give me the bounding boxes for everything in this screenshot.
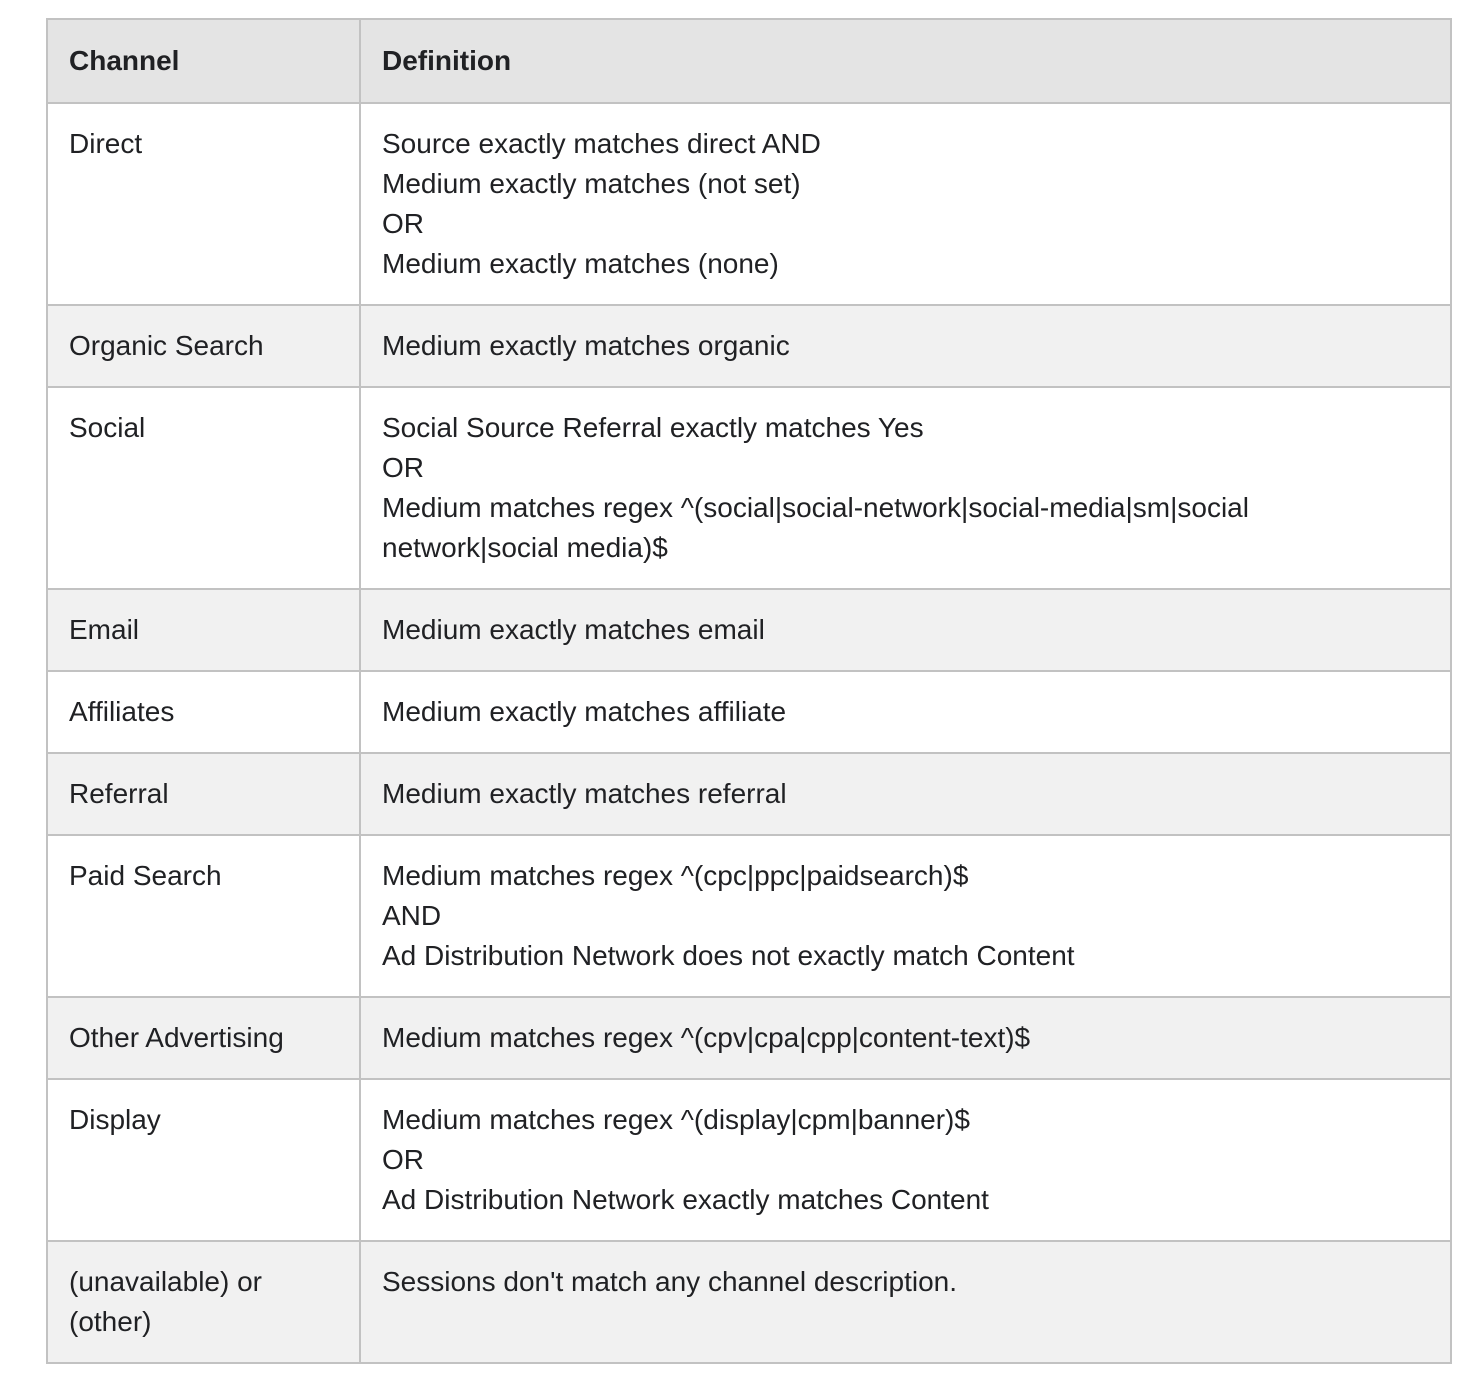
table-body [47,103,1451,1363]
definition-cell [360,103,1451,305]
definition-line: Medium exactly matches (none) [382,248,779,279]
channel-definitions-table [46,18,1452,1364]
definition-cell [360,671,1451,753]
channel-definitions-table-container [46,18,1450,1364]
channel-cell: Display [47,1079,360,1241]
table-row [47,589,1451,671]
channel-cell: Referral [47,753,360,835]
definition-cell [360,1241,1451,1363]
table-row [47,997,1451,1079]
definition-line: Medium exactly matches (not set) [382,168,801,199]
definition-cell [360,589,1451,671]
table-row [47,753,1451,835]
definition-line: OR [382,1144,424,1175]
definition-line: Medium exactly matches referral [382,778,787,809]
header-row [47,19,1451,103]
channel-cell: Other Advertising [47,997,360,1079]
definition-line: Sessions don't match any channel description. [382,1266,958,1297]
definition-line: Social Source Referral exactly matches Yes [382,412,924,443]
definition-line: Medium exactly matches affiliate [382,696,787,727]
table-row [47,1241,1451,1363]
definition-line: AND [382,900,442,931]
channel-cell: Organic Search [47,305,360,387]
table-row [47,671,1451,753]
definition-cell [360,997,1451,1079]
definition-line: Medium exactly matches organic [382,330,790,361]
channel-cell: Affiliates [47,671,360,753]
channel-cell: Paid Search [47,835,360,997]
header-channel: Channel [47,19,360,103]
definition-cell [360,387,1451,589]
definition-line: Ad Distribution Network exactly matches Content [382,1184,989,1215]
table-row [47,305,1451,387]
definition-line: Medium matches regex ^(display|cpm|banner)$ [382,1104,970,1135]
header-definition: Definition [360,19,1451,103]
definition-line: Medium matches regex ^(cpc|ppc|paidsearch)$ [382,860,969,891]
definition-line: Source exactly matches direct AND [382,128,821,159]
definition-line: Ad Distribution Network does not exactly match Content [382,940,1075,971]
definition-line: OR [382,452,424,483]
definition-cell [360,1079,1451,1241]
channel-cell: Social [47,387,360,589]
definition-cell [360,753,1451,835]
definition-line: Medium matches regex ^(cpv|cpa|cpp|content-text)$ [382,1022,1031,1053]
channel-cell: Email [47,589,360,671]
channel-cell: Direct [47,103,360,305]
table-row [47,103,1451,305]
definition-line: Medium matches regex ^(social|social-network|social-media|sm|social network|social media)$ [382,492,1249,563]
table-row [47,1079,1451,1241]
definition-line: Medium exactly matches email [382,614,765,645]
definition-line: OR [382,208,424,239]
channel-cell: (unavailable) or (other) [47,1241,360,1363]
table-row [47,835,1451,997]
table-row [47,387,1451,589]
definition-cell [360,305,1451,387]
definition-cell [360,835,1451,997]
